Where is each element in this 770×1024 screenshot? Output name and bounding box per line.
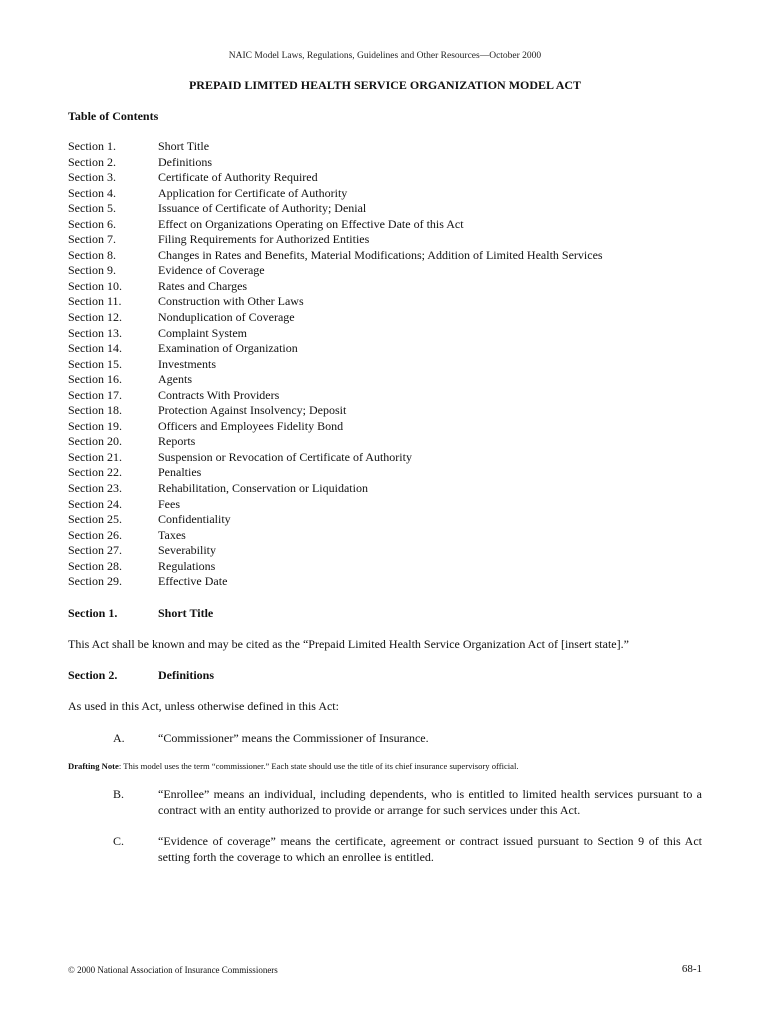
toc-section-number: Section 2. [68, 154, 116, 169]
toc-row [68, 201, 708, 217]
toc-row [68, 232, 708, 248]
toc-section-number: Section 29. [68, 574, 122, 589]
toc-section-number: Section 10. [68, 278, 122, 293]
section-title: Short Title [158, 606, 214, 620]
toc-section-number: Section 25. [68, 512, 122, 527]
toc-row [68, 248, 708, 264]
toc-section-title: Application for Certificate of Authority [158, 185, 348, 200]
toc-section-number: Section 20. [68, 434, 122, 449]
item-letter: B. [113, 787, 125, 801]
toc-row [68, 326, 708, 342]
toc-row [68, 450, 708, 466]
toc-row [68, 186, 708, 202]
item-letter: A. [113, 731, 125, 745]
toc-section-number: Section 16. [68, 372, 122, 387]
toc-row [68, 434, 708, 450]
item-letter: C. [113, 834, 125, 848]
toc-section-number: Section 21. [68, 449, 122, 464]
toc-section-title: Construction with Other Laws [158, 294, 304, 309]
drafting-note [68, 761, 519, 771]
section-title: Definitions [158, 668, 215, 682]
toc-row [68, 528, 708, 544]
toc-row [68, 217, 708, 233]
running-header: NAIC Model Laws, Regulations, Guidelines and Other Resources—October 2000 [228, 51, 542, 61]
toc-section-number: Section 1. [68, 139, 116, 153]
drafting-note-text: : This model uses the term “commissioner.” Each state should use the title of its chief insurance supervisory official. [118, 761, 519, 771]
toc-section-title: Complaint System [158, 325, 248, 340]
section-number: Section 2. [68, 668, 118, 682]
toc-section-title: Issuance of Certificate of Authority; Denial [158, 201, 367, 216]
toc-section-title: Certificate of Authority Required [158, 170, 318, 185]
toc-section-title: Changes in Rates and Benefits, Material Modifications; Addition of Limited Health Services [158, 247, 603, 262]
toc-section-number: Section 15. [68, 356, 122, 371]
toc-section-title: Reports [158, 434, 196, 449]
toc-section-title: Agents [158, 372, 192, 387]
toc-section-title: Protection Against Insolvency; Deposit [158, 403, 347, 418]
toc-section-title: Suspension or Revocation of Certificate of Authority [158, 449, 412, 464]
toc-section-title: Penalties [158, 465, 202, 480]
toc-row [68, 481, 708, 497]
toc-section-number: Section 8. [68, 247, 116, 262]
document-title: PREPAID LIMITED HEALTH SERVICE ORGANIZATION MODEL ACT [188, 78, 582, 92]
toc-row [68, 388, 708, 404]
toc-row [68, 357, 708, 373]
toc-section-number: Section 7. [68, 232, 116, 247]
toc-row [68, 294, 708, 310]
toc-section-number: Section 4. [68, 185, 116, 200]
section-1-body: This Act shall be known and may be cited as the “Prepaid Limited Health Service Organization Act of [insert state].” [68, 637, 629, 651]
toc-section-number: Section 12. [68, 310, 122, 325]
toc-section-number: Section 6. [68, 216, 116, 231]
toc-row [68, 372, 708, 388]
table-of-contents [68, 139, 708, 590]
toc-row [68, 139, 708, 155]
toc-section-number: Section 3. [68, 170, 116, 185]
drafting-note-label: Drafting Note [68, 761, 119, 771]
toc-section-title: Severability [158, 543, 216, 558]
toc-section-title: Rehabilitation, Conservation or Liquidation [158, 481, 368, 496]
toc-row [68, 170, 708, 186]
toc-section-number: Section 19. [68, 418, 122, 433]
toc-section-number: Section 24. [68, 496, 122, 511]
toc-section-number: Section 18. [68, 403, 122, 418]
toc-row [68, 497, 708, 513]
section-number: Section 1. [68, 606, 118, 620]
toc-section-title: Regulations [158, 558, 216, 573]
toc-row [68, 263, 708, 279]
toc-section-title: Evidence of Coverage [158, 263, 265, 278]
toc-section-title: Rates and Charges [158, 278, 248, 293]
toc-section-title: Officers and Employees Fidelity Bond [158, 418, 344, 433]
toc-section-number: Section 14. [68, 341, 122, 356]
item-text: “Commissioner” means the Commissioner of Insurance. [158, 731, 429, 745]
toc-section-number: Section 26. [68, 527, 122, 542]
toc-section-number: Section 5. [68, 201, 116, 216]
toc-section-number: Section 17. [68, 387, 122, 402]
toc-section-number: Section 9. [68, 263, 116, 278]
toc-section-number: Section 27. [68, 543, 122, 558]
toc-heading: Table of Contents [68, 109, 159, 123]
toc-section-number: Section 22. [68, 465, 122, 480]
toc-section-title: Fees [158, 496, 180, 511]
toc-row [68, 512, 708, 528]
section-2-heading [68, 668, 214, 683]
toc-row [68, 279, 708, 295]
section-1-heading [68, 606, 213, 621]
section-2-intro: As used in this Act, unless otherwise defined in this Act: [68, 699, 339, 713]
toc-section-title: Effective Date [158, 574, 228, 589]
toc-row [68, 341, 708, 357]
toc-row [68, 419, 708, 435]
item-text: “Evidence of coverage” means the certificate, agreement or contract issued pursuant to Section 9 of this Act setting forth the coverage to which an enrollee is entitled. [158, 834, 702, 864]
toc-section-title: Confidentiality [158, 512, 231, 527]
toc-section-title: Short Title [158, 139, 210, 153]
toc-section-title: Contracts With Providers [158, 387, 280, 402]
toc-section-number: Section 23. [68, 481, 122, 496]
toc-section-title: Nonduplication of Coverage [158, 310, 295, 325]
toc-section-title: Effect on Organizations Operating on Effective Date of this Act [158, 216, 464, 231]
toc-section-number: Section 13. [68, 325, 122, 340]
toc-row [68, 403, 708, 419]
copyright-footer: © 2000 National Association of Insurance Commissioners [68, 965, 278, 975]
toc-row [68, 310, 708, 326]
toc-row [68, 559, 708, 575]
page-number: 68-1 [681, 963, 702, 975]
toc-section-title: Examination of Organization [158, 341, 298, 356]
toc-row [68, 155, 708, 171]
toc-section-title: Filing Requirements for Authorized Entities [158, 232, 370, 247]
toc-row [68, 574, 708, 590]
toc-row [68, 543, 708, 559]
item-text: “Enrollee” means an individual, including dependents, who is entitled to limited health services pursuant to a contract with an entity authorized to provide or arrange for such services under this Act. [158, 787, 702, 817]
toc-section-number: Section 11. [68, 294, 122, 309]
toc-section-title: Taxes [158, 527, 186, 542]
toc-section-title: Definitions [158, 154, 212, 169]
toc-section-title: Investments [158, 356, 216, 371]
toc-section-number: Section 28. [68, 558, 122, 573]
toc-row [68, 465, 708, 481]
